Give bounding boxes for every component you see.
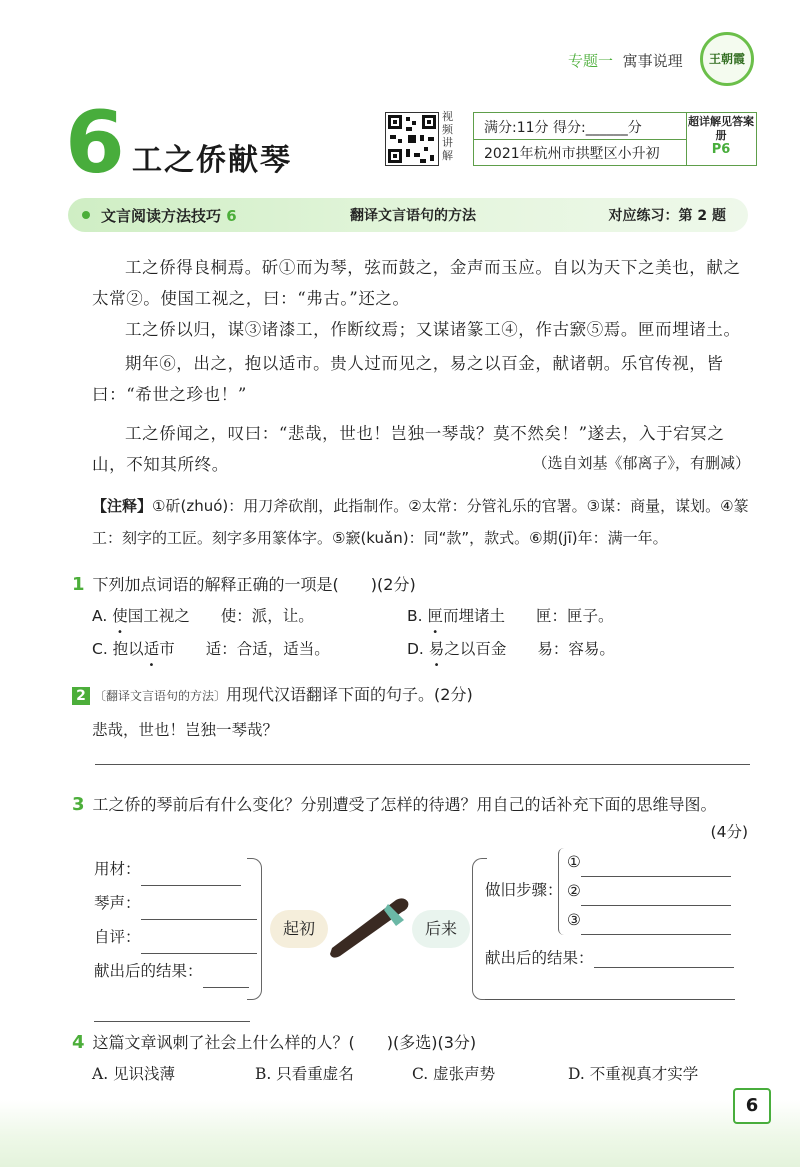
question-3-number: 3 [72,794,85,815]
question-1-stem: 下列加点词语的解释正确的一项是( )(2分) [92,575,416,594]
video-tag: 视频讲解 [442,110,453,162]
method-banner [68,198,748,232]
question-2 [72,682,473,705]
blank-result-later[interactable] [594,967,734,968]
q4-option-c[interactable]: C. 虚张声势 [412,1065,496,1083]
question-2-number: 2 [72,687,90,705]
question-1 [72,572,416,595]
q1-option-d[interactable]: D. 易之以百金 易：容易。 [407,640,615,658]
passage-paragraph-2: 工之侨以归，谋③诸漆工，作断纹焉；又谋诸篆工④，作古窾⑤焉。匣而埋诸土。 [125,320,741,339]
q1-option-c[interactable]: C. 抱以适市 适：合适，适当。 [92,640,330,658]
notes [92,490,757,554]
q4-option-b[interactable]: B. 只看重虚名 [255,1065,354,1083]
question-3-stem: 工之侨的琴前后有什么变化？分别遭受了怎样的待遇？用自己的话补充下面的思维导图。 [92,795,717,814]
qr-code-icon[interactable] [385,112,439,166]
question-2-sentence: 悲哉，世也！岂独一琴哉？ [92,721,279,739]
zither-illustration [326,890,414,960]
left-brace [247,858,262,1000]
q2-answer-line[interactable] [95,764,750,765]
question-4-stem: 这篇文章讽刺了社会上什么样的人？( )(多选)(3分) [92,1033,477,1052]
passage-paragraph-3: 期年⑥，出之，抱以适市。贵人过而见之，易之以百金，献诸朝。乐官传视，皆曰：“希世之珍也！” [92,354,724,404]
topic-number: 专题一 [568,52,614,70]
steps-list: ① ② ③ [558,848,731,935]
steps-label: 做旧步骤： [485,881,563,899]
q1-option-b[interactable]: B. 匣而埋诸土 匣：匣子。 [407,607,614,625]
passage-paragraph-4: 工之侨闻之，叹曰：“悲哉，世也！岂独一琴哉？莫不然矣！”遂去，入于宕冥之山，不知其所终。 [92,424,725,474]
q1-option-a[interactable]: A. 使国工视之 使：派，让。 [92,607,314,625]
lesson-number: 6 [65,93,125,193]
q4-option-d[interactable]: D. 不重视真才实学 [568,1065,699,1083]
lesson-title: 工之侨献琴 [132,143,292,178]
notes-label: 【注释】 [92,497,153,515]
exam-source: 2021年杭州市拱墅区小升初 [474,139,686,163]
brand-logo: 王朝霞 [700,32,754,86]
passage-source: （选自刘基《郁离子》，有删减） [532,454,750,472]
score-text: 满分:11分 得分:______分 [484,120,642,136]
q4-option-a[interactable]: A. 见识浅薄 [92,1065,176,1083]
blank-step-3[interactable] [581,934,731,935]
blank-result-start-2[interactable] [94,1021,250,1022]
result-label-later: 献出后的结果： [485,946,735,1000]
banner-number: 6 [226,207,237,225]
mindmap-left: 用材： 琴声： 自评： 献出后的结果： [94,852,257,1022]
banner-label: 文言阅读方法技巧 [101,207,222,225]
later-node: 后来 [412,910,470,948]
topic-label [568,50,683,71]
question-2-stem: 用现代汉语翻译下面的句子。(2分) [226,685,473,704]
blank-result-later-2[interactable] [485,999,735,1000]
notes-text: ①斫(zhuó)：用刀斧砍削，此指制作。②太常：分管礼乐的官署。③谋：商量，谋划。④篆工：刻字的工匠。刻字多用篆体字。⑤窾(kuǎn)：同“款”，款式。⑥期(jī)年：满一年。 [92,497,749,547]
start-node: 起初 [270,910,328,948]
score-box [473,112,757,166]
page-number: 6 [733,1088,771,1124]
footer-band [0,1100,800,1167]
banner-practice: 对应练习：第 2 题 [608,208,726,224]
bullet-dot-icon [82,211,90,219]
topic-name: 寓事说理 [622,52,683,70]
banner-method: 翻译文言语句的方法 [350,208,476,224]
question-3 [72,792,717,815]
answer-page: P6 [711,142,731,157]
question-3-points: (4分) [710,823,748,841]
answer-note: 超详解见答案册 [688,115,754,142]
question-2-tag: 〔翻译文言语句的方法〕 [94,689,227,703]
question-4 [72,1030,476,1053]
question-1-number: 1 [72,574,85,595]
passage-paragraph-1: 工之侨得良桐焉。斫①而为琴，弦而鼓之，金声而玉应。自以为天下之美也，献之太常②。使国工视之，曰：“弗古。”还之。 [92,258,741,308]
question-4-number: 4 [72,1032,85,1053]
